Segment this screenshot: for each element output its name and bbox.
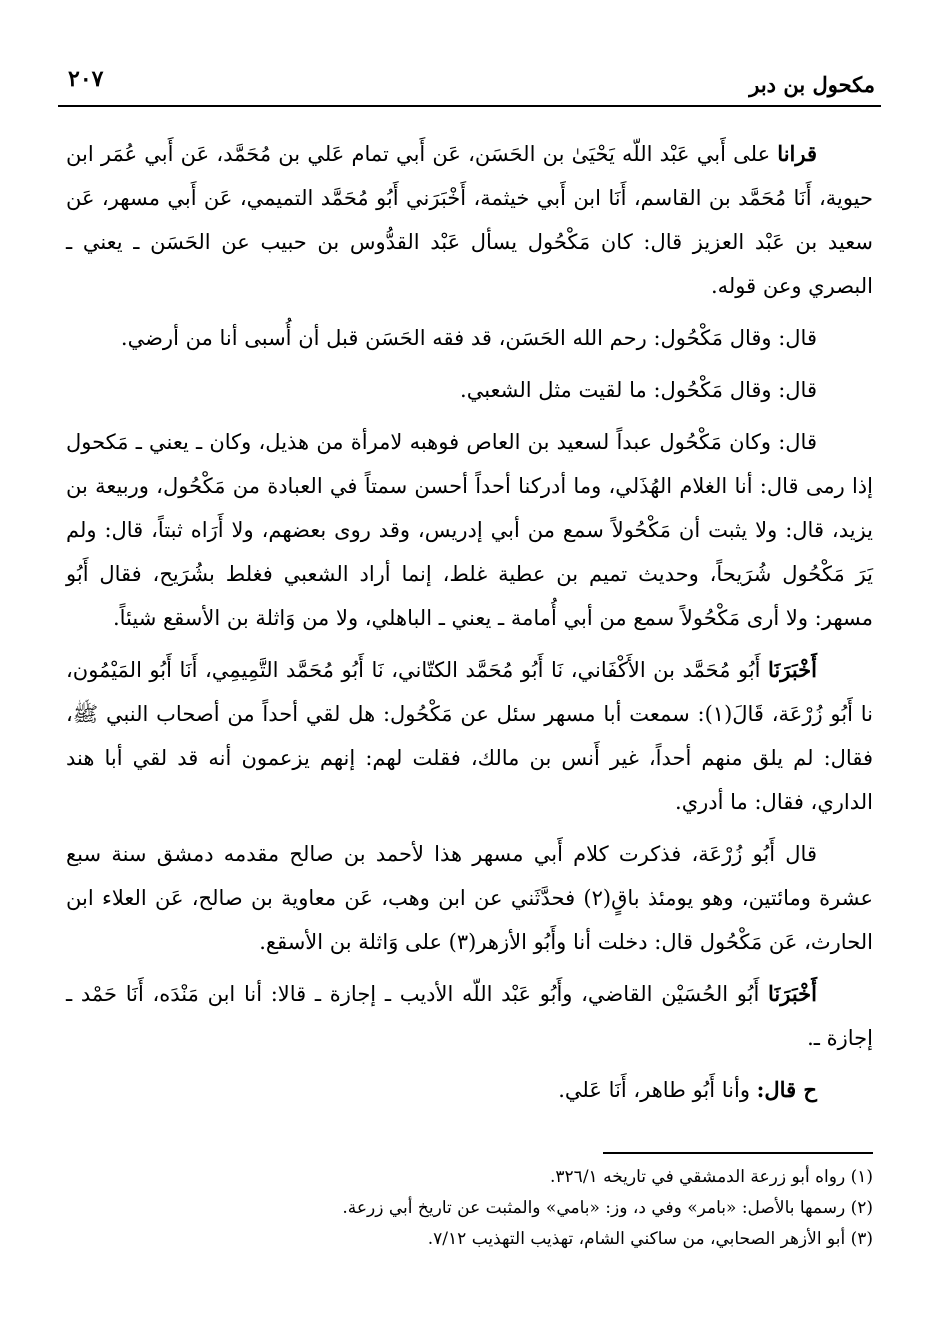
paragraph-body: أَبُو الحُسَيْن القاضي، وأَبُو عَبْد اللّه الأديب ـ إجازة ـ قالا: أنا ابن مَنْدَه، أَنَا حَمْد ـ إجازة ـ. — [66, 982, 873, 1050]
footnotes — [66, 1162, 873, 1255]
paragraph-lead: أَخْبَرَنَا — [768, 657, 817, 682]
running-title: مكحول بن دبر — [749, 72, 875, 97]
paragraph-lead: قرانا — [777, 141, 817, 166]
footnote: (٢) رسمها بالأصل: «بامر» وفي د، وز: «بامي» والمثبت عن تاريخ أبي زرعة. — [342, 1198, 873, 1218]
paragraph — [66, 132, 873, 308]
paragraph — [66, 368, 873, 412]
paragraph — [66, 648, 873, 824]
paragraph-body: قال أَبُو زُرْعَة، فذكرت كلام أَبي مسهر هذا لأحمد بن صالح مقدمه دمشق سنة سبع عشرة ومائتين، وهو يومئذ باقٍ(٢) فحدَّثَني عن ابن وهب، عَن معاوية بن صالح، عَن العلاء ابن الحارث، عَن مَكْحُول قال: دخلت أنا وأَبُو الأزهر(٣) على وَاثلة بن الأسقع. — [66, 842, 873, 954]
paragraph-body: قال: وقال مَكْحُول: ما لقيت مثل الشعبي. — [460, 378, 817, 402]
paragraph-body: على أَبي عَبْد اللّه يَحْيَىٰ بن الحَسَن، عَن أَبي تمام عَلي بن مُحَمَّد، عَن أَبي عُمَر ابن حيوية، أَنَا مُحَمَّد بن القاسم، أَنَا ابن أَبي خيثمة، أَخْبَرَني أَبُو مُحَمَّد التميمي، عَن أَبي مسهر، عَن سعيد بن عَبْد العزيز قال: كان مَكْحُول يسأل عَبْد القدُّوس بن حبيب عن الحَسَن ـ يعني ـ البصري وعن قوله. — [66, 142, 873, 298]
paragraph-body: أَبُو مُحَمَّد بن الأَكْفَاني، نَا أَبُو مُحَمَّد الكتّاني، نَا أَبُو مُحَمَّد التَّمِيمِي، أَنَا أَبُو المَيْمُون، نا أَبُو زُرْعَة، قَالَ(١): سمعت أبا مسهر سئل عن مَكْحُول: هل لقي أحداً من أصحاب النبي ﷺ، فقال: لم يلق منهم أحداً، غير أَنس بن مالك، فقلت لهم: إنهم يزعمون أنه قد لقي أبا هند الداري، فقال: ما أدري. — [66, 658, 873, 814]
paragraph — [66, 832, 873, 964]
paragraph — [66, 316, 873, 360]
paragraph — [66, 1068, 873, 1112]
page-header — [58, 52, 881, 102]
footnote-rule — [603, 1152, 873, 1154]
paragraph-body: قال: وكان مَكْحُول عبداً لسعيد بن العاص فوهبه لامرأة من هذيل، وكان ـ يعني ـ مَكحول إذا رمى قال: أنا الغلام الهُذَلي، وما أدركنا أحداً أحسن سمتاً في العبادة من مَكْحُول، وربيعة بن يزيد، قال: ولا يثبت أن مَكْحُولاً سمع من أبي إدريس، وقد روى بعضهم، ولا أَرَاه ثبتاً، قال: ولم يَرَ مَكْحُول شُرَيحاً، وحديث تميم بن عطية غلط، إنما أراد الشعبي فغلط بشُرَيح، فقال أَبُو مسهر: ولا أرى مَكْحُولاً سمع من أبي أُمامة ـ يعني ـ الباهلي، ولا من وَاثلة بن الأسقع شيئاً. — [66, 430, 873, 630]
paragraph-lead: ح قال: — [756, 1077, 817, 1102]
paragraph-lead: أَخْبَرَنَا — [768, 981, 817, 1006]
main-text — [66, 132, 873, 1120]
paragraph-body: قال: وقال مَكْحُول: رحم الله الحَسَن، قد فقه الحَسَن قبل أن أُسبى أنا من أرضي. — [120, 326, 817, 350]
footnote: (١) رواه أبو زرعة الدمشقي في تاريخه ٣٢٦/١. — [550, 1167, 873, 1187]
paragraph — [66, 972, 873, 1060]
paragraph — [66, 420, 873, 640]
page-number: ٢٠٧ — [68, 66, 104, 92]
footnote: (٣) أبو الأزهر الصحابي، من ساكني الشام، تهذيب التهذيب ٧/١٢. — [427, 1229, 873, 1249]
header-rule — [58, 105, 881, 107]
paragraph-body: وأنا أَبُو طاهر، أَنَا عَلي. — [558, 1078, 757, 1102]
